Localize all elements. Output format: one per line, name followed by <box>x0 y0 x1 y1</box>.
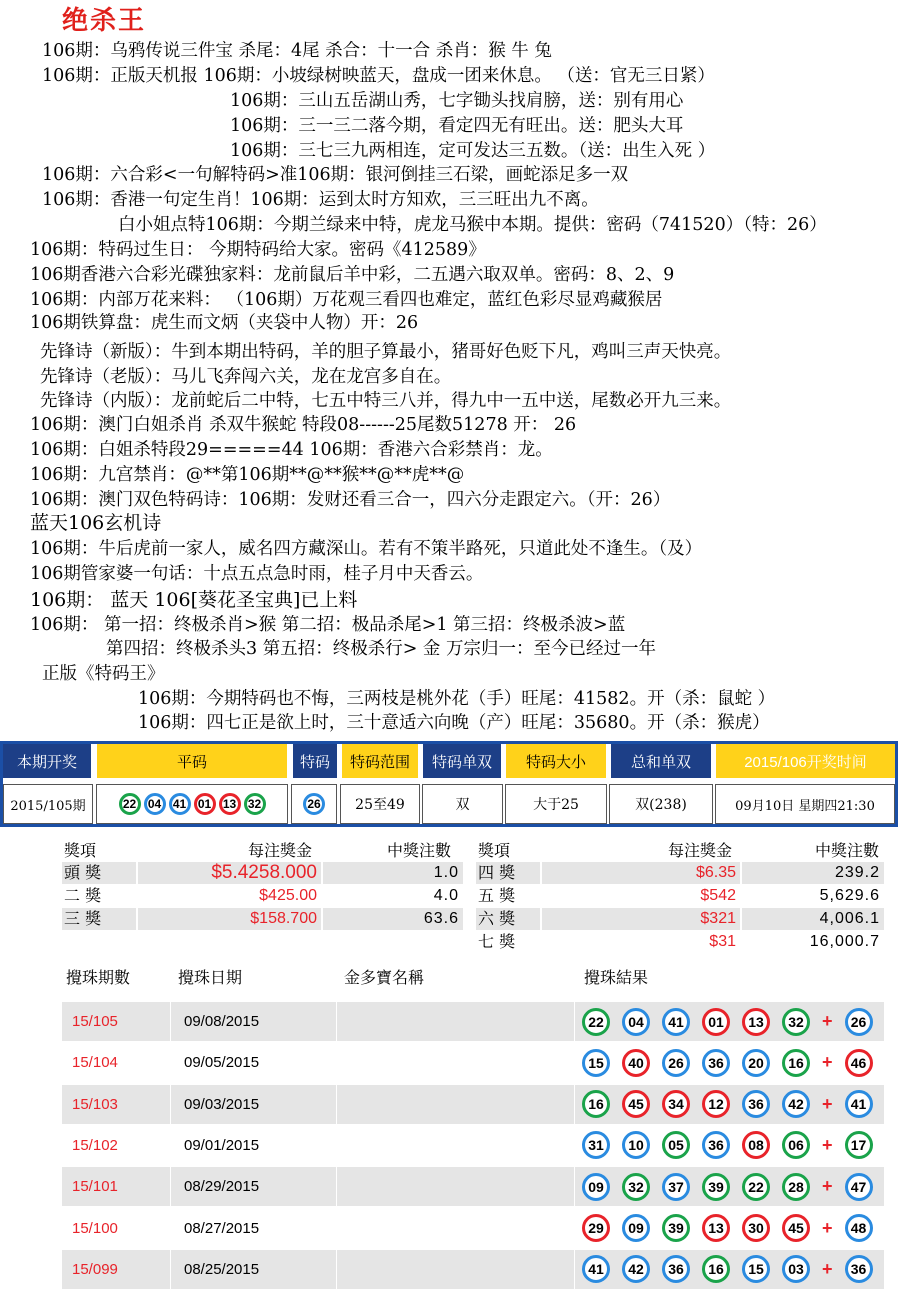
plus-sign: + <box>822 1134 833 1155</box>
prize-count: 5,629.6 <box>819 887 880 904</box>
lottery-ball: 26 <box>845 1008 873 1036</box>
lottery-ball: 16 <box>782 1049 810 1077</box>
history-date: 09/05/2015 <box>184 1054 260 1072</box>
history-date: 09/08/2015 <box>184 1013 260 1030</box>
lottery-ball: 32 <box>782 1008 810 1036</box>
history-header-result: 攪珠結果 <box>584 968 649 987</box>
lottery-ball: 42 <box>782 1090 810 1118</box>
special-odd-even: 双 <box>422 784 503 824</box>
prize-amount: $5.4258.000 <box>138 862 321 884</box>
prize-header-name-2: 獎項 <box>478 841 511 860</box>
history-row <box>62 1126 884 1165</box>
history-balls <box>576 1167 884 1206</box>
lottery-ball: 06 <box>782 1131 810 1159</box>
lottery-ball: 41 <box>662 1008 690 1036</box>
history-period: 15/100 <box>72 1219 118 1237</box>
history-period: 15/102 <box>72 1136 118 1154</box>
lottery-ball: 20 <box>742 1049 770 1077</box>
history-period: 15/101 <box>72 1178 118 1196</box>
lottery-ball: 17 <box>845 1131 873 1159</box>
prediction-line: 106期：澳门双色特码诗：106期：发财还看三合一，四六分走跟定六。（开：26） <box>30 490 671 510</box>
lottery-ball: 13 <box>742 1008 770 1036</box>
sum-odd-even: 双(238) <box>609 784 713 824</box>
plus-sign: + <box>822 1258 833 1279</box>
prediction-line: 106期： 蓝天 106[葵花圣宝典]已上料 <box>30 589 358 611</box>
lottery-ball: 13 <box>702 1214 730 1242</box>
prize-count: 1.0 <box>323 862 463 884</box>
lottery-ball: 32 <box>244 793 266 815</box>
lottery-ball: 36 <box>702 1049 730 1077</box>
prize-amount: $321 <box>542 908 740 930</box>
prediction-line: 106期： 第一招：终极杀肖>猴 第二招：极品杀尾>1 第三招：终极杀波>蓝 <box>30 615 626 635</box>
header-regular-numbers: 平码 <box>97 744 287 778</box>
lottery-ball: 30 <box>742 1214 770 1242</box>
history-header-name: 金多寶名稱 <box>344 968 425 987</box>
lottery-ball: 46 <box>845 1049 873 1077</box>
history-period: 15/104 <box>72 1054 118 1072</box>
lottery-ball: 16 <box>702 1255 730 1283</box>
prize-header-amount: 每注獎金 <box>248 841 313 860</box>
prize-count: 16,000.7 <box>809 933 880 950</box>
header-special-range: 特码范围 <box>342 744 418 778</box>
prediction-line: 106期：今期特码也不悔，三两枝是桃外花（手）旺尾：41582。开（杀：鼠蛇 ） <box>138 689 776 709</box>
prediction-line: 先锋诗（新版）：牛到本期出特码，羊的胆子算最小，猪哥好色贬下凡，鸡叫三声天快亮。 <box>40 342 732 362</box>
header-special-odd-even: 特码单双 <box>423 744 501 778</box>
special-range: 25至49 <box>340 784 420 824</box>
lottery-ball: 01 <box>194 793 216 815</box>
prediction-line: 106期铁算盘：虎生而文炳（夹袋中人物）开：26 <box>30 313 419 333</box>
lottery-ball: 45 <box>782 1214 810 1242</box>
plus-sign: + <box>822 1217 833 1238</box>
header-special-number: 特码 <box>293 744 337 778</box>
prediction-line: 106期：香港一句定生肖！106期：运到太时方知欢，三三旺出九不离。 <box>42 190 599 210</box>
result-table <box>0 741 898 827</box>
lottery-ball: 29 <box>582 1214 610 1242</box>
lottery-ball: 36 <box>702 1131 730 1159</box>
history-balls <box>576 1250 884 1289</box>
prediction-line: 106期：六合彩<一句解特码>准106期：银河倒挂三石梁，画蛇添足多一双 <box>42 165 629 185</box>
history-balls <box>576 1002 884 1041</box>
prize-amount: $6.35 <box>542 862 740 884</box>
prize-name: 二 獎 <box>64 886 102 905</box>
history-balls <box>576 1126 884 1165</box>
lottery-ball: 45 <box>622 1090 650 1118</box>
prize-count: 239.2 <box>742 862 884 884</box>
lottery-ball: 39 <box>662 1214 690 1242</box>
lottery-ball: 04 <box>622 1008 650 1036</box>
prize-count: 63.6 <box>323 908 463 930</box>
prediction-line: 第四招：终极杀头3 第五招：终极杀行> 金 万宗归一：至今已经过一年 <box>106 639 656 659</box>
prize-row <box>476 931 884 954</box>
header-sum-odd-even: 总和单双 <box>611 744 711 778</box>
prize-row <box>62 885 463 908</box>
lottery-ball: 37 <box>662 1173 690 1201</box>
prize-name: 頭 獎 <box>62 862 136 884</box>
lottery-ball: 09 <box>582 1173 610 1201</box>
prize-amount: $31 <box>709 933 736 950</box>
prize-count: 4,006.1 <box>742 908 884 930</box>
history-date: 08/27/2015 <box>184 1219 260 1237</box>
prediction-line: 106期香港六合彩光碟独家料：龙前鼠后羊中彩，二五遇六取双单。密码：8、2、9 <box>30 265 675 285</box>
lottery-ball: 47 <box>845 1173 873 1201</box>
prediction-line: 106期：牛后虎前一家人，威名四方藏深山。若有不策半路死，只道此处不逢生。（及） <box>30 539 703 559</box>
prize-header-amount-2: 每注獎金 <box>668 841 733 860</box>
header-next-draw-time: 2015/106开奖时间 <box>716 744 895 778</box>
history-balls <box>576 1209 884 1248</box>
header-current-draw: 本期开奖 <box>3 744 91 778</box>
prize-name: 四 獎 <box>476 862 540 884</box>
prediction-line: 106期：内部万花来料： （106期）万花观三看四也难定，蓝红色彩尽显鸡藏猴居 <box>30 290 663 310</box>
lottery-ball: 34 <box>662 1090 690 1118</box>
prediction-line: 106期：四七正是欲上时，三十意适六向晚（产）旺尾：35680。开（杀：猴虎） <box>138 713 770 733</box>
prize-row <box>476 862 884 885</box>
prediction-line: 106期：三七三九两相连，定可发达三五数。（送：出生入死 ） <box>230 141 716 161</box>
lottery-ball: 48 <box>845 1214 873 1242</box>
prize-name: 六 獎 <box>476 908 540 930</box>
lottery-ball: 36 <box>742 1090 770 1118</box>
prediction-line: 106期：白姐杀特段29=====44 106期：香港六合彩禁肖：龙。 <box>30 440 553 460</box>
lottery-ball: 36 <box>845 1255 873 1283</box>
prize-row <box>62 862 463 885</box>
history-row <box>62 1043 884 1082</box>
prize-header-count: 中獎注數 <box>387 841 452 860</box>
prediction-line: 106期：三一三二落今期，看定四无有旺出。送：肥头大耳 <box>230 116 684 136</box>
lottery-ball: 39 <box>702 1173 730 1201</box>
plus-sign: + <box>822 1011 833 1031</box>
prediction-line: 106期：正版天机报 106期：小坡绿树映蓝天，盘成一团来休息。 （送：官无三日紧） <box>42 66 715 86</box>
lottery-ball: 26 <box>662 1049 690 1077</box>
next-draw-time: 09月10日 星期四21:30 <box>715 784 895 824</box>
plus-sign: + <box>822 1052 833 1073</box>
header-special-size: 特码大小 <box>506 744 606 778</box>
prize-name: 七 獎 <box>478 932 516 951</box>
history-period: 15/103 <box>72 1095 118 1113</box>
prediction-line: 106期管家婆一句话：十点五点急时雨，桂子月中天香云。 <box>30 564 484 584</box>
plus-sign: + <box>822 1176 833 1197</box>
lottery-ball: 15 <box>582 1049 610 1077</box>
prediction-line: 先锋诗（老版）：马儿飞奔闯六关，龙在龙宫多自在。 <box>40 367 452 387</box>
lottery-ball: 22 <box>582 1008 610 1036</box>
prize-header-name: 獎項 <box>64 841 97 860</box>
history-date: 08/25/2015 <box>184 1260 260 1278</box>
history-header-period: 攪珠期數 <box>66 968 131 987</box>
lottery-ball: 22 <box>119 793 141 815</box>
draw-period: 2015/105期 <box>3 784 93 824</box>
lottery-ball: 03 <box>782 1255 810 1283</box>
plus-sign: + <box>822 1093 833 1114</box>
lottery-ball: 05 <box>662 1131 690 1159</box>
history-row <box>62 1250 884 1289</box>
prize-row <box>476 908 884 931</box>
prediction-line: 106期：九宫禁肖：@**第106期**@**猴**@**虎**@ <box>30 465 465 485</box>
prediction-line: 白小姐点特106期：今期兰绿来中特，虎龙马猴中本期。提供：密码（741520）（特：26） <box>118 215 827 235</box>
prediction-line: 106期：澳门白姐杀肖 杀双牛猴蛇 特段08------25尾数51278 开： 26 <box>30 415 577 435</box>
prediction-line: 先锋诗（内版）：龙前蛇后二中特，七五中特三八并，得九中一五中送，尾数必开九三来。 <box>40 391 732 411</box>
lottery-ball: 41 <box>845 1090 873 1118</box>
history-date: 09/01/2015 <box>184 1136 260 1154</box>
prize-amount: $425.00 <box>259 887 317 904</box>
prize-amount: $542 <box>700 887 736 904</box>
history-row <box>62 1085 884 1124</box>
special-ball <box>291 784 337 824</box>
prize-name: 五 獎 <box>478 886 516 905</box>
prize-amount: $158.700 <box>138 908 321 930</box>
lottery-ball: 01 <box>702 1008 730 1036</box>
history-balls <box>576 1043 884 1082</box>
prediction-line: 106期：三山五岳湖山秀，七字锄头找肩膀，送：别有用心 <box>230 91 684 111</box>
lottery-ball: 41 <box>582 1255 610 1283</box>
prediction-line: 106期：特码过生日： 今期特码给大家。密码《412589》 <box>30 240 486 260</box>
history-row <box>62 1167 884 1206</box>
lottery-ball: 36 <box>662 1255 690 1283</box>
prize-count: 4.0 <box>433 887 459 904</box>
page-title: 绝杀王 <box>62 6 147 36</box>
history-date: 09/03/2015 <box>184 1095 260 1113</box>
lottery-ball: 32 <box>622 1173 650 1201</box>
lottery-ball: 13 <box>219 793 241 815</box>
prediction-line: 正版《特码王》 <box>42 664 165 684</box>
history-header-date: 攪珠日期 <box>178 968 243 987</box>
lottery-ball: 08 <box>742 1131 770 1159</box>
lottery-ball: 31 <box>582 1131 610 1159</box>
history-row <box>62 1209 884 1248</box>
regular-balls <box>96 784 288 824</box>
lottery-ball: 22 <box>742 1173 770 1201</box>
lottery-ball: 42 <box>622 1255 650 1283</box>
lottery-ball: 40 <box>622 1049 650 1077</box>
lottery-ball: 04 <box>144 793 166 815</box>
history-row <box>62 1002 884 1041</box>
prize-row <box>62 908 463 931</box>
prize-table <box>0 836 900 956</box>
history-balls <box>576 1085 884 1124</box>
special-size: 大于25 <box>505 784 607 824</box>
prediction-line: 蓝天106玄机诗 <box>30 512 162 534</box>
history-date: 08/29/2015 <box>184 1178 260 1196</box>
lottery-ball: 41 <box>169 793 191 815</box>
history-period: 15/105 <box>72 1013 118 1030</box>
lottery-ball: 09 <box>622 1214 650 1242</box>
lottery-ball: 10 <box>622 1131 650 1159</box>
lottery-ball: 26 <box>303 793 325 815</box>
lottery-ball: 16 <box>582 1090 610 1118</box>
lottery-ball: 15 <box>742 1255 770 1283</box>
prediction-line: 106期：乌鸦传说三件宝 杀尾：4尾 杀合：十一合 杀肖：猴 牛 兔 <box>42 41 552 61</box>
lottery-ball: 12 <box>702 1090 730 1118</box>
lottery-ball: 28 <box>782 1173 810 1201</box>
history-period: 15/099 <box>72 1260 118 1278</box>
prize-header-count-2: 中獎注數 <box>815 841 880 860</box>
prize-name: 三 獎 <box>62 908 136 930</box>
prize-row <box>476 885 884 908</box>
